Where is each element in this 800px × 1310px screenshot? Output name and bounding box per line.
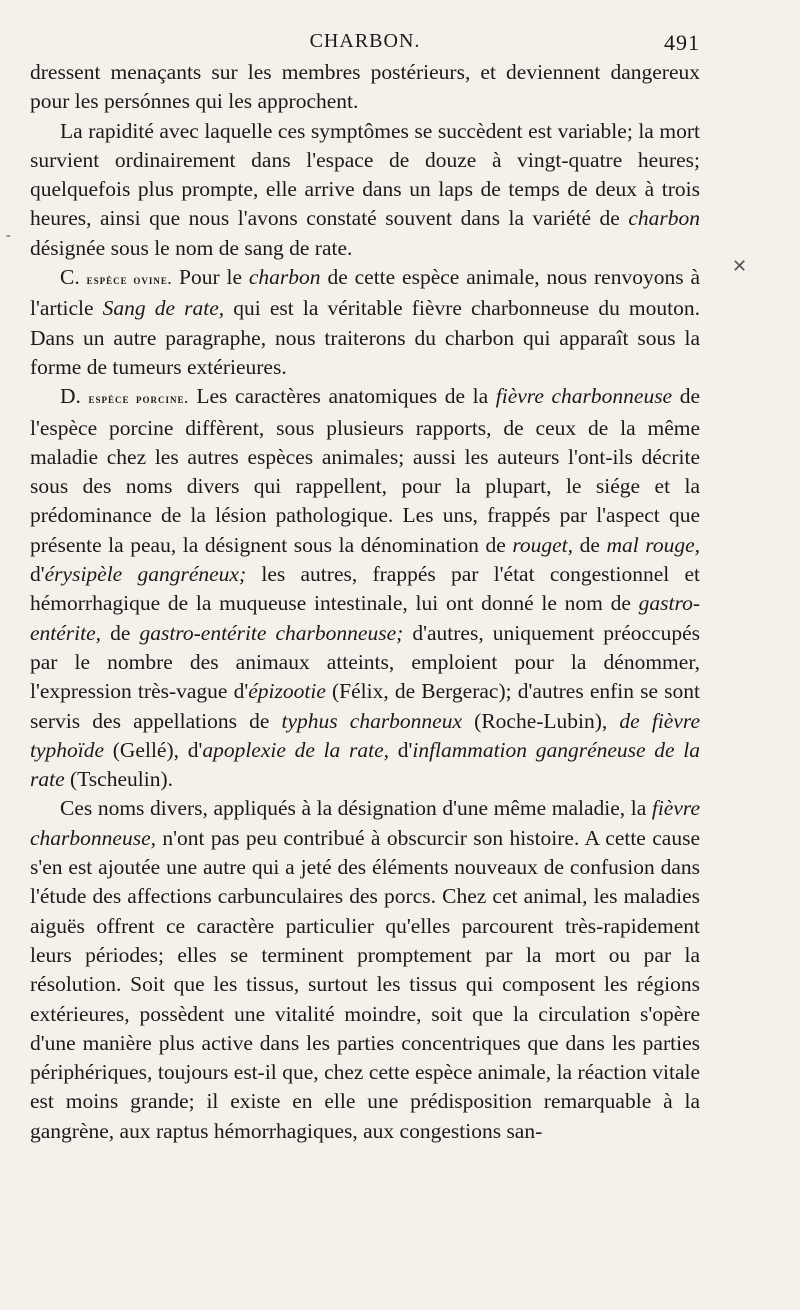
section-label: espèce ovine.	[86, 272, 173, 288]
text-run: d'	[389, 737, 413, 762]
text-run: (Roche-Lubin),	[462, 708, 620, 733]
italic-text: fièvre charbonneuse,	[30, 796, 700, 850]
italic-text: gastro-entérite charbonneuse;	[139, 620, 404, 645]
italic-text: apoplexie de la rate,	[202, 737, 390, 762]
book-page	[30, 24, 700, 1146]
italic-text: charbon	[248, 265, 321, 290]
italic-text: Sang de rate,	[102, 296, 225, 321]
text-run: de	[573, 532, 607, 557]
text-run: d'	[30, 562, 45, 587]
paragraph	[30, 263, 700, 382]
italic-text: rouget,	[512, 532, 574, 557]
italic-text: de fièvre typhoïde	[30, 708, 700, 762]
text-run: qui est la véritable fièvre charbonneuse du mouton. Dans un autre paragraphe, nous traiterons du charbon qui apparaît sous la forme de tumeurs extérieures.	[30, 296, 700, 379]
text-run: n'ont pas peu contribué à obscurcir son histoire. A cette cause s'en est ajoutée une autre qui a jeté des éléments nouveaux de confusion dans l'étude des affections carbunculaires des porcs. Chez cet animal, les maladies aiguës offrent ce caractère particulier qu'elles parcourent très-rapidement leurs périodes; elles se terminent promptement par la mort ou par la résolution. Soit que les tissus, surtout les tissus qui composent les régions extérieures, possèdent une vitalité moindre, soit que la circulation s'opère d'une manière plus active dans les parties concentriques que dans les parties périphériques, toujours est-il que, chez cette espèce animale, la réaction vitale est moins grande; il existe en elle une prédisposition remarquable à la gangrène, aux raptus hémorrhagiques, aux congestions san-	[30, 825, 700, 1143]
text-run: (Félix, de Bergerac); d'autres enfin se sont servis des appellations de	[30, 679, 701, 733]
italic-text: fièvre charbonneuse	[495, 384, 673, 409]
text-run: les autres, frappés par l'état congestionnel et hémorrhagique de la muqueuse intestinale, lui ont donné le nom de	[30, 562, 700, 616]
italic-text: érysipèle gangréneux;	[44, 562, 247, 587]
text-run: de	[101, 620, 140, 645]
text-run: La rapidité avec laquelle ces symptômes se succèdent est variable; la mort survient ordinairement dans l'espace de douze à vingt-quatre heures; quelquefois plus prompte, elle arrive dans un laps de temps de deux à trois heures, ainsi que nous l'avons constaté souvent dans la variété de	[30, 118, 700, 231]
text-run: désignée sous le nom de sang de rate.	[30, 235, 353, 260]
running-head: CHARBON.	[309, 30, 421, 52]
italic-text: charbon	[628, 206, 700, 231]
text-run: D.	[60, 384, 89, 409]
italic-text: typhus charbonneux	[281, 708, 463, 733]
italic-text: inflammation gangréneuse de la rate	[30, 737, 700, 792]
paragraph	[30, 58, 700, 117]
body-text	[30, 58, 700, 1146]
paragraph	[30, 117, 700, 263]
text-run: Les caractères anatomiques de la	[188, 384, 496, 409]
text-run: de cette espèce animale, nous renvoyons à l'article	[30, 265, 700, 321]
text-run: C.	[60, 265, 87, 290]
text-run: dressent menaçants sur les membres postérieurs, et deviennent dangereux pour les persónnes qui les approchent.	[30, 60, 700, 114]
paragraph	[30, 382, 700, 794]
italic-text: épizootie	[248, 679, 326, 704]
text-run: Pour le	[172, 265, 249, 290]
section-label: espèce porcine.	[88, 391, 189, 407]
text-run: Ces noms divers, appliqués à la désignation d'une même maladie, la	[60, 796, 652, 821]
italic-text: mal rouge,	[606, 532, 700, 557]
page-number: 491	[664, 30, 700, 55]
margin-dot: -	[6, 228, 11, 243]
paragraph	[30, 794, 700, 1146]
text-run: (Gellé), d'	[104, 737, 203, 762]
italic-text: gastro-entérite,	[30, 591, 700, 645]
text-run: de l'espèce porcine diffèrent, sous plusieurs rapports, de ceux de la même maladie chez les autres espèces animales; aussi les auteurs l'ont-ils décrite sous des noms divers qui rappellent, pour la plupart, le siége et la prédominance de la lésion pathologique. Les uns, frappés par l'aspect que présente la peau, la désignent sous la dénomination de	[30, 384, 700, 557]
text-run: (Tscheulin).	[64, 767, 173, 792]
page-header	[30, 24, 700, 58]
margin-mark: ✕	[732, 256, 748, 276]
text-run: d'autres, uniquement préoccupés par le nombre des animaux atteints, emploient pour la dénommer, l'expression très-vague d'	[30, 620, 701, 704]
